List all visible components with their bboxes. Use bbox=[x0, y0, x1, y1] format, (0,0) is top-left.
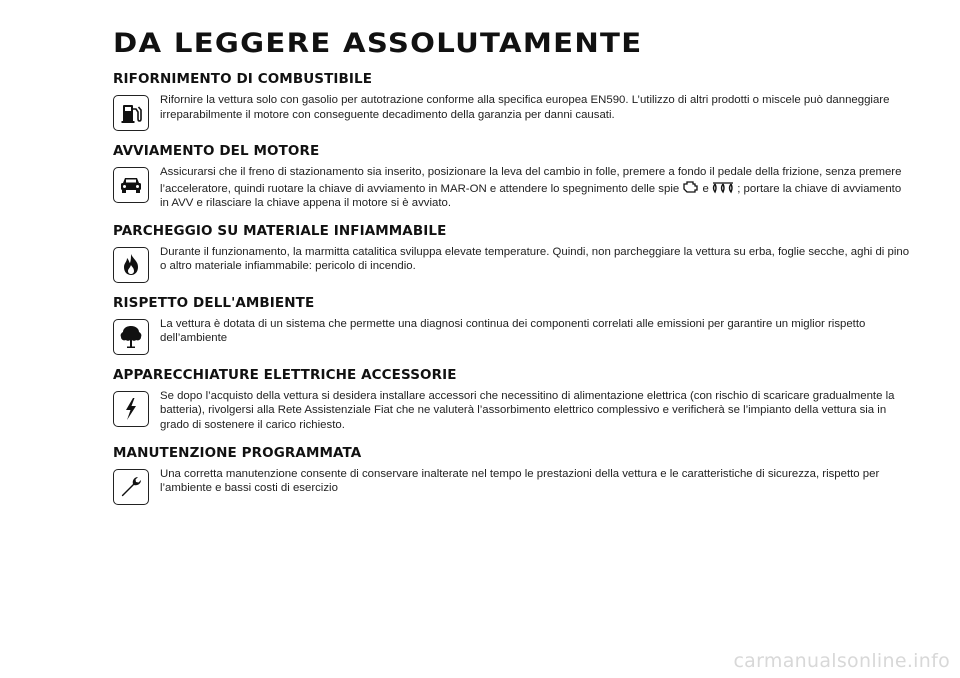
section-text: Una corretta manutenzione consente di conservare inalterate nel tempo le prestazioni della vettura e le caratteristiche di sicurezza, rispetto per l’ambiente e bassi costi di esercizio bbox=[160, 467, 880, 495]
section-text bbox=[160, 165, 910, 211]
section-text: Rifornire la vettura solo con gasolio per autotrazione conforme alla specifica europea EN590. L’utilizzo di altri prodotti o miscele può danneggiare irreparabilmente il motore con conseguente decadimento della garanzia per danni causati. bbox=[160, 94, 890, 121]
section-heading: PARCHEGGIO SU MATERIALE INFIAMMABILE bbox=[113, 222, 447, 239]
engine-warning-icon bbox=[682, 180, 699, 195]
page-title: DA LEGGERE ASSOLUTAMENTE bbox=[113, 28, 643, 59]
section-text: Durante il funzionamento, la marmitta catalitica sviluppa elevate temperature. Quindi, non parcheggiare la vettura su erba, foglie secche, aghi di pino o altro materiale infiammabile: pericolo di incendio. bbox=[160, 245, 910, 273]
tree-icon bbox=[113, 319, 149, 355]
section-fuel bbox=[113, 71, 913, 131]
section-text: Se dopo l’acquisto della vettura si desidera installare accessori che necessitino di alimentazione elettrica (con rischio di scaricare gradualmente la batteria), rivolgersi alla Rete Assistenziale Fiat che ne valuterà l’assorbimento elettrico complessivo e verificherà se l’impianto della vettura sia in grado di sostenere il carico richiesto. bbox=[160, 389, 895, 431]
section-heading: RISPETTO DELL'AMBIENTE bbox=[113, 294, 315, 311]
section-heading: RIFORNIMENTO DI COMBUSTIBILE bbox=[113, 71, 373, 87]
wrench-icon bbox=[113, 469, 149, 505]
section-environment bbox=[113, 295, 913, 355]
section-heading: MANUTENZIONE PROGRAMMATA bbox=[113, 444, 362, 461]
section-heading: AVVIAMENTO DEL MOTORE bbox=[113, 143, 320, 159]
section-text-part: e bbox=[699, 182, 713, 195]
page-content bbox=[113, 24, 913, 517]
section-text: La vettura è dotata di un sistema che permette una diagnosi continua dei componenti correlati alle emissioni per garantire un miglior rispetto dell’ambiente bbox=[160, 317, 866, 345]
car-icon bbox=[113, 167, 149, 203]
fuel-pump-icon bbox=[113, 95, 149, 131]
section-heading: APPARECCHIATURE ELETTRICHE ACCESSORIE bbox=[113, 366, 457, 383]
section-text-part: ; portare la chiave di avviamento in AVV e rilasciare la chiave appena il motore si è avviato. bbox=[160, 182, 902, 210]
lightning-icon bbox=[113, 391, 149, 427]
flame-icon bbox=[113, 247, 149, 283]
section-maintenance bbox=[113, 445, 913, 505]
section-parking bbox=[113, 223, 913, 283]
section-engine-start bbox=[113, 143, 913, 211]
glow-plug-icon bbox=[712, 182, 734, 195]
section-text-part: Assicurarsi che il freno di stazionamento sia inserito, posizionare la leva del cambio in folle, premere a fondo il pedale della frizione, senza premere l’acceleratore, quindi ruotare la chiave di avviamento in MAR-ON e attendere lo spegnimento delle spie bbox=[160, 166, 902, 195]
watermark: carmanualsonline.info bbox=[733, 650, 950, 672]
section-electrical bbox=[113, 367, 913, 433]
